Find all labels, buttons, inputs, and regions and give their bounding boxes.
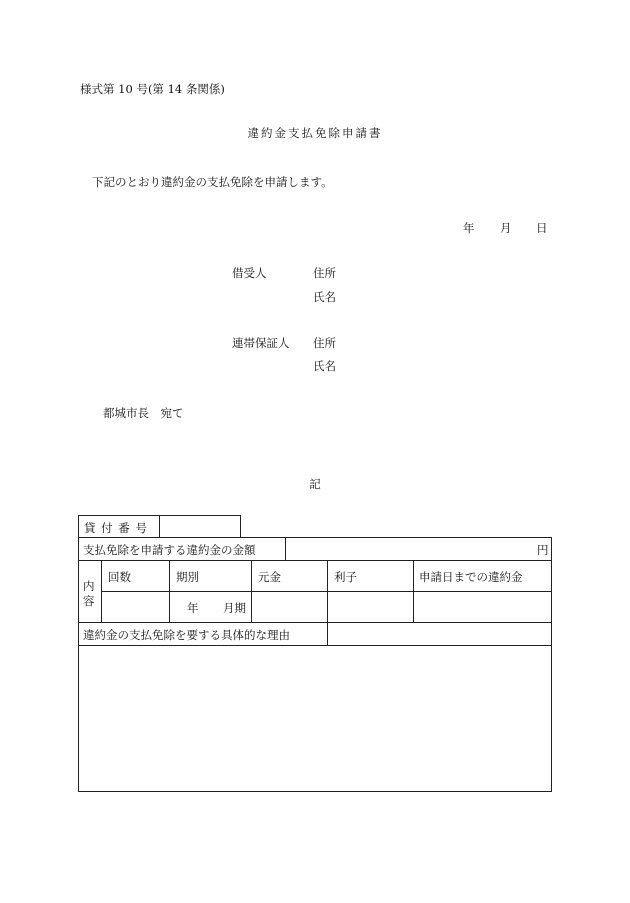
period-month-label: 月期 bbox=[223, 601, 246, 615]
yen-unit: 円 bbox=[537, 543, 549, 557]
application-table bbox=[78, 515, 552, 792]
date-year-label: 年 bbox=[463, 221, 475, 235]
table-rule bbox=[251, 560, 252, 622]
table-rule bbox=[413, 560, 414, 622]
loan-number-label: 貸 付 番 号 bbox=[84, 521, 148, 535]
table-rule bbox=[240, 515, 241, 537]
guarantor-label: 連帯保証人 bbox=[232, 336, 290, 350]
guarantor-address-label: 住所 bbox=[313, 336, 336, 350]
recipient: 都城市長 宛て bbox=[103, 406, 184, 420]
table-rule bbox=[78, 515, 79, 792]
table-rule bbox=[285, 537, 286, 560]
borrower-name-label: 氏名 bbox=[313, 290, 336, 304]
intro-text: 下記のとおり違約金の支払免除を申請します。 bbox=[92, 175, 333, 189]
content-label-top: 内 bbox=[83, 579, 95, 593]
document-title: 違約金支払免除申請書 bbox=[247, 126, 383, 140]
borrower-label: 借受人 bbox=[232, 266, 267, 280]
date-month-label: 月 bbox=[500, 221, 512, 235]
date-day-label: 日 bbox=[536, 221, 548, 235]
borrower-address-label: 住所 bbox=[313, 266, 336, 280]
table-rule bbox=[551, 537, 552, 792]
table-rule bbox=[78, 791, 552, 792]
col-penalty: 申請日までの違約金 bbox=[419, 570, 523, 584]
ki-heading: 記 bbox=[309, 477, 321, 491]
table-rule bbox=[78, 560, 552, 561]
col-installments: 回数 bbox=[108, 570, 131, 584]
table-rule bbox=[78, 645, 552, 646]
period-year-label: 年 bbox=[187, 601, 199, 615]
content-label-bottom: 容 bbox=[83, 594, 95, 608]
form-number: 様式第 10 号(第 14 条関係) bbox=[80, 82, 225, 96]
table-rule bbox=[327, 560, 328, 645]
table-rule bbox=[159, 515, 160, 537]
table-rule bbox=[78, 622, 552, 623]
col-period: 期別 bbox=[176, 570, 199, 584]
guarantor-name-label: 氏名 bbox=[313, 359, 336, 373]
col-principal: 元金 bbox=[258, 570, 281, 584]
table-rule bbox=[101, 560, 102, 622]
table-rule bbox=[78, 537, 552, 538]
table-rule bbox=[169, 560, 170, 622]
exemption-amount-label: 支払免除を申請する違約金の金額 bbox=[83, 543, 256, 557]
reason-label: 違約金の支払免除を要する具体的な理由 bbox=[83, 628, 290, 642]
col-interest: 利子 bbox=[334, 570, 357, 584]
